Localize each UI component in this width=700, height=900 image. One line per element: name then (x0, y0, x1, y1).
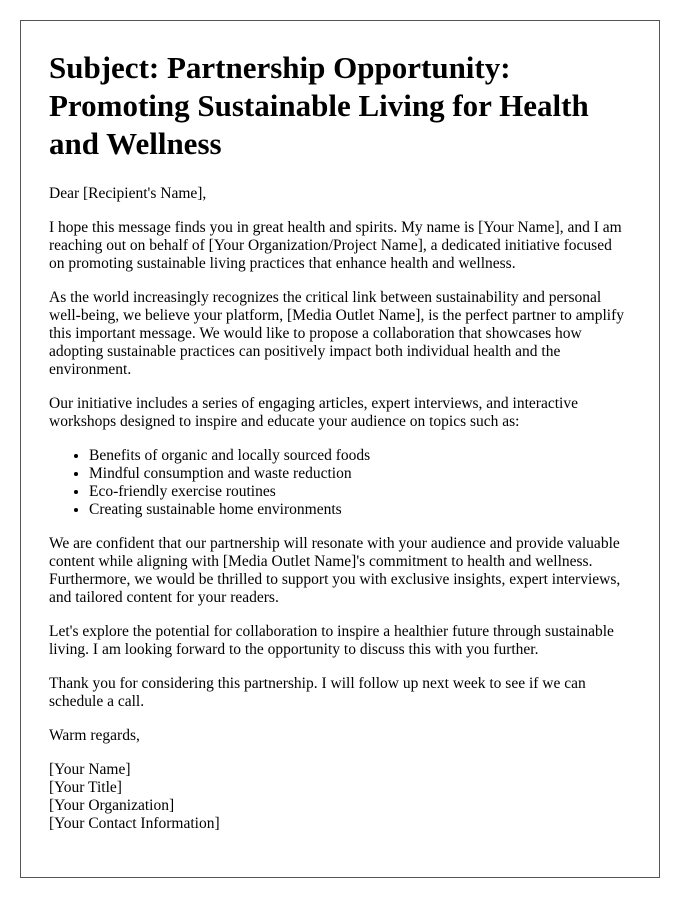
letter-greeting: Dear [Recipient's Name], (49, 185, 207, 202)
topic-list-item: • Benefits of organic and locally sourced foods (89, 447, 631, 465)
signature-organization: [Your Organization] (49, 797, 175, 814)
signature-block (49, 761, 631, 833)
topics-list (49, 447, 631, 519)
signature-contact: [Your Contact Information] (49, 815, 220, 832)
partnership-paragraph: We are confident that our partnership will resonate with your audience and provide valuable content while aligning with [Media Outlet Name]'s commitment to health and wellness. Furthermore, we would be thrilled to support you with exclusive insights, expert interviews, and tailored content for your readers. (49, 535, 621, 606)
signature-title: [Your Title] (49, 779, 122, 796)
signature-name: [Your Name] (49, 761, 131, 778)
topic-list-item: • Mindful consumption and waste reduction (89, 465, 631, 483)
initiative-paragraph: Our initiative includes a series of engaging articles, expert interviews, and interactive workshops designed to inspire and educate your audience on topics such as: (49, 395, 578, 430)
letter-subject: Subject: Partnership Opportunity: Promoting Sustainable Living for Health and Wellness (49, 50, 589, 161)
topic-list-item: • Eco-friendly exercise routines (89, 483, 631, 501)
context-paragraph: As the world increasingly recognizes the critical link between sustainability and personal well-being, we believe your platform, [Media Outlet Name], is the perfect partner to amplify this important message. We would like to propose a collaboration that showcases how adopting sustainable practices can positively impact both individual health and the environment. (49, 289, 625, 378)
collaboration-paragraph: Let's explore the potential for collaboration to inspire a healthier future through sustainable living. I am looking forward to the opportunity to discuss this with you further. (49, 623, 614, 658)
thanks-paragraph: Thank you for considering this partnership. I will follow up next week to see if we can schedule a call. (49, 675, 586, 710)
topic-list-item: • Creating sustainable home environments (89, 501, 631, 519)
sign-off: Warm regards, (49, 727, 140, 744)
intro-paragraph: I hope this message finds you in great health and spirits. My name is [Your Name], and I am reaching out on behalf of [Your Organization/Project Name], a dedicated initiative focused on promoting sustainable living practices that enhance health and wellness. (49, 219, 622, 272)
letter-document (20, 20, 660, 878)
